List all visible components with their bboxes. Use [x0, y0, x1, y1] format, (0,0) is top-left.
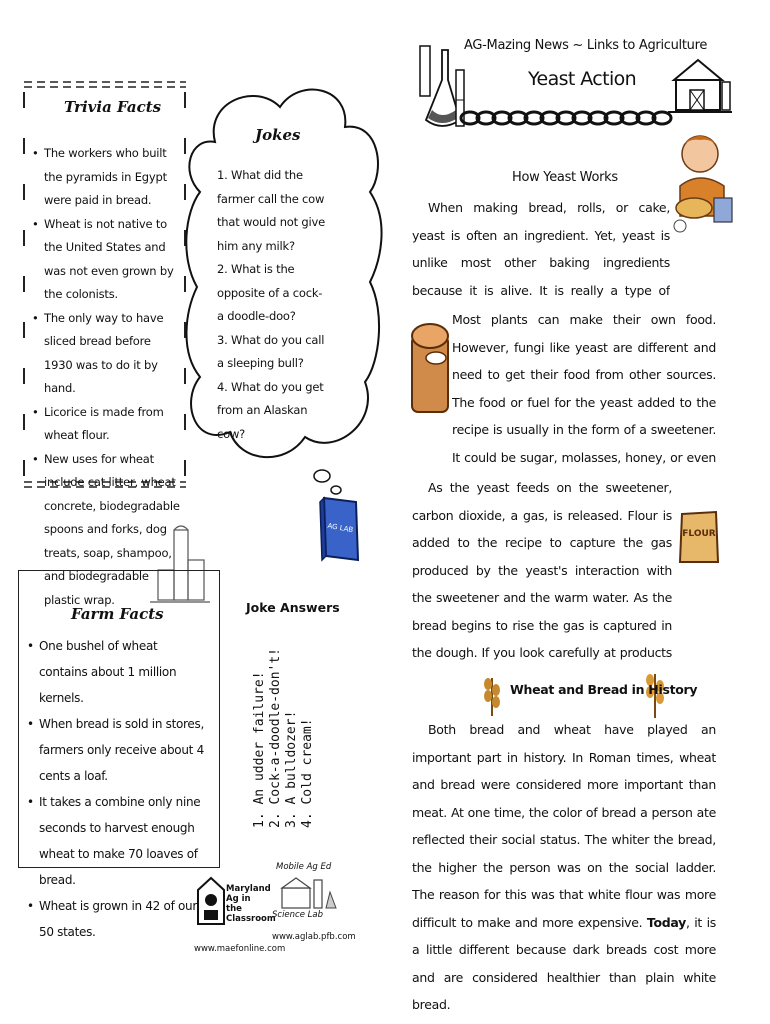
aglab-url: www.aglab.pfb.com: [272, 932, 356, 942]
joke-item: 1. What did the farmer call the cow that would not give him any milk?: [217, 168, 325, 253]
joke-item: 3. What do you call a sleeping bull?: [217, 332, 325, 370]
newsletter-name: AG-Mazing News ~ Links to Agriculture: [464, 38, 708, 53]
child-baking-illustration: [670, 126, 736, 236]
p1-text: When making bread, rolls, or cake, yeast is often an ingredient. Yet, yeast is unlike most other baking ingredients because it is alive. It is really a type of: [412, 200, 670, 298]
p4-text-a: Both bread and wheat have played an important part in history. In Roman times, wheat and bread were considered more important than meat. At one time, the color of bread a person ate reflected their social status. The whiter the bread, the higher the person was on the social ladder. The reason for this was that white flour was more difficult to make and more expensive.: [412, 722, 716, 930]
article-p1a: [412, 194, 670, 304]
farm-facts-list: [27, 633, 207, 945]
answer-item: 4. Cold cream!: [300, 718, 315, 828]
joke-answers-title: Joke Answers: [246, 600, 340, 615]
wheat-icon-left: [480, 672, 504, 718]
joke-item: 2. What is the opposite of a cock-a doodle-doo?: [217, 262, 323, 323]
list-item: • One bushel of wheat contains about 1 million kernels.: [27, 633, 207, 711]
list-item: • Licorice is made from wheat flour.: [32, 401, 182, 448]
flour-bag-icon: [676, 506, 722, 566]
p3-text: As the yeast feeds on the sweetener, carbon dioxide, a gas, is released. Flour is added to the recipe to capture the gas produced by the yeast's interaction with the sweetener and the warm water. As the bread begins to rise the gas is captured in the dough. If you look carefully at products: [412, 480, 672, 660]
p2-text: Most plants can make their own food. However, fungi like yeast are different and need to get their food from other sources. The food or fuel for the yeast added to the recipe is usually in the form of a sweetener. It could be sugar, molasses, honey, or even: [452, 312, 716, 465]
aglab-top: Mobile Ag Ed: [276, 862, 332, 872]
list-item: • Wheat is grown in 42 of our 50 states.: [27, 893, 207, 945]
book-icon: [318, 494, 362, 564]
aglab-logo: [270, 862, 346, 926]
svg-text:AG LAB: AG LAB: [326, 521, 354, 535]
maic-name: Maryland Ag in the Classroom: [226, 884, 276, 924]
list-item: • The only way to have sliced bread before 1930 was to do it by hand.: [32, 307, 182, 401]
p4-text-b: , it is a little different because dark breads cost more and are considered healthier than plain white bread.: [412, 914, 716, 1012]
answer-item: 1. An udder failure!: [252, 671, 267, 828]
article-heading-2: Wheat and Bread in History: [510, 682, 698, 697]
jokes-list: [217, 164, 329, 446]
bread-loaf-illustration: [406, 306, 456, 416]
aglab-bottom: Science Lab: [272, 910, 323, 920]
svg-text:FLOUR: FLOUR: [682, 529, 716, 539]
maic-logo: [196, 876, 276, 934]
issue-title: Yeast Action: [528, 68, 637, 90]
joke-answers-list: [252, 648, 316, 828]
answer-item: 3. A bulldozer!: [284, 710, 299, 828]
article-p3: [412, 474, 672, 670]
trivia-box: [20, 78, 190, 607]
list-item: • When bread is sold in stores, farmers only receive about 4 cents a loaf.: [27, 711, 207, 789]
barn-icon: [668, 52, 732, 116]
joke-item: 4. What do you get from an Alaskan cow?: [217, 379, 324, 441]
list-item: • It takes a combine only nine seconds to harvest enough wheat to make 70 loaves of bread.: [27, 789, 207, 893]
list-item: • New uses for wheat include cat litter, wheat concrete, biodegradable spoons and forks, dog treats, soap, shampoo, and biodegradable plastic wrap.: [32, 448, 182, 613]
maic-url: www.maefonline.com: [194, 944, 286, 954]
article-p4: [412, 716, 716, 1019]
article-p2: [452, 306, 716, 472]
jokes-cloud: [185, 82, 383, 462]
article-heading: How Yeast Works: [512, 170, 618, 185]
p4-text-bold: Today: [646, 914, 687, 930]
trivia-title: Trivia Facts: [64, 98, 162, 116]
list-item: • The workers who built the pyramids in Egypt were paid in bread.: [32, 142, 182, 213]
farm-facts-title: Farm Facts: [71, 605, 164, 623]
farm-facts-box: [18, 570, 220, 939]
list-item: • Wheat is not native to the United States and was not even grown by the colonists.: [32, 213, 182, 307]
chain-divider: [458, 106, 676, 130]
answer-item: 2. Cock-a-doodle-don't!: [268, 647, 283, 828]
jokes-title: Jokes: [255, 126, 301, 144]
